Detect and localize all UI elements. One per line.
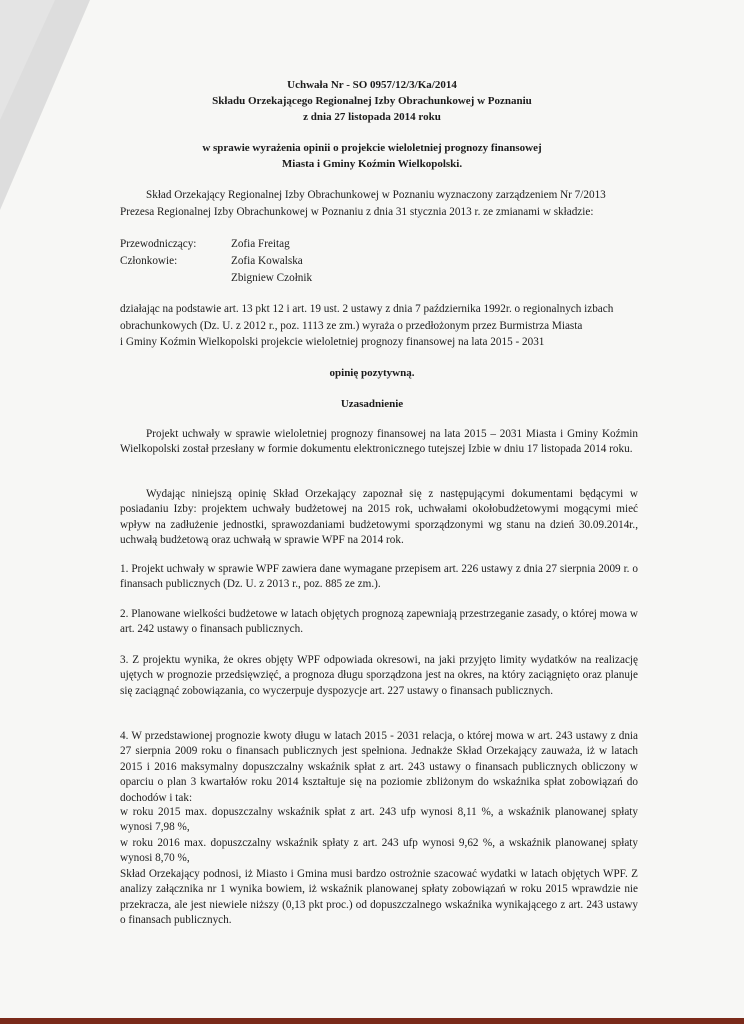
paragraph-point-1: 1. Projekt uchwały w sprawie WPF zawiera dane wymagane przepisem art. 226 ustawy z dnia 27 sierpnia 2009 r. o finansach publicznych (Dz. U. z 2013 r., poz. 885 ze zm.).	[120, 563, 638, 591]
paragraph-ratio-2016: w roku 2016 max. dopuszczalny wskaźnik spłaty z art. 243 ufp wynosi 9,62 %, a wskaźnik planowanej spłaty wynosi 8,70 %,	[120, 837, 638, 865]
paragraph-submission: Projekt uchwały w sprawie wieloletniej prognozy finansowej na lata 2015 – 2031 Miasta i Gminy Koźmin Wielkopolski został przesłany w formie dokumentu elektronicznego tutejszej Izbie w dniu 17 listopada 2014 roku.	[120, 428, 638, 456]
resolution-title: Uchwała Nr - SO 0957/12/3/Ka/2014	[287, 79, 457, 91]
intro-line-1: Skład Orzekający Regionalnej Izby Obrachunkowej w Poznaniu wyznaczony zarządzeniem Nr 7/2013	[146, 189, 606, 201]
paragraph-documents: Wydając niniejszą opinię Skład Orzekający zapoznał się z następującymi dokumentami będącymi w posiadaniu Izby: projektem uchwały budżetowej na 2015 rok, uchwałami okołobudżetowymi mogącymi mieć wpływ na zadłużenie jednostki, sprawozdaniami budżetowymi sporządzonymi wg stanu na dzień 30.09.2014r., uchwałą budżetową oraz uchwałą w sprawie WPF na 2014 rok.	[120, 488, 638, 547]
resolution-date: z dnia 27 listopada 2014 roku	[303, 111, 441, 123]
scan-bottom-edge	[0, 1018, 744, 1024]
subject-line-1: w sprawie wyrażenia opinii o projekcie wieloletniej prognozy finansowej	[202, 142, 542, 154]
subject-line-2: Miasta i Gminy Koźmin Wielkopolski.	[281, 158, 463, 170]
members-label: Członkowie:	[120, 255, 178, 267]
paragraph-point-2: 2. Planowane wielkości budżetowe w latach objętych prognozą zapewniają przestrzeganie zasady, o której mowa w art. 242 ustawy o finansach publicznych.	[120, 608, 638, 636]
justification-heading: Uzasadnienie	[340, 398, 404, 410]
paragraph-point-3: 3. Z projektu wynika, że okres objęty WPF odpowiada okresowi, na jaki przyjęto limity wydatków na realizację ujętych w prognozie przedsięwzięć, a prognoza długu sporządzona jest na okres, na który zaciągnięto oraz planuje się zaciągnąć zobowiązania, co wyczerpuje dyspozycje art. 227 ustawy o finansach publicznych.	[120, 654, 638, 697]
intro-line-2: Prezesa Regionalnej Izby Obrachunkowej w Poznaniu z dnia 31 stycznia 2013 r. ze zmianami w składzie:	[120, 206, 594, 218]
member-2-name: Zbigniew Czołnik	[231, 272, 313, 284]
chair-name: Zofia Freitag	[231, 238, 290, 250]
basis-line-2: obrachunkowych (Dz. U. z 2012 r., poz. 1113 ze zm.) wyraża o przedłożonym przez Burmistrza Miasta	[120, 320, 583, 332]
chair-label: Przewodniczący:	[120, 238, 197, 250]
issuer-line: Składu Orzekającego Regionalnej Izby Obrachunkowej w Poznaniu	[212, 95, 532, 107]
basis-line-1: działając na podstawie art. 13 pkt 12 i art. 19 ust. 2 ustawy z dnia 7 października 1992r. o regionalnych izbach	[120, 303, 614, 315]
paragraph-ratio-2015: w roku 2015 max. dopuszczalny wskaźnik spłat z art. 243 ufp wynosi 8,11 %, a wskaźnik planowanej spłaty wynosi 7,98 %,	[120, 806, 638, 834]
basis-line-3: i Gminy Koźmin Wielkopolski projekcie wieloletniej prognozy finansowej na lata 2015 - 2031	[120, 336, 545, 348]
opinion-statement: opinię pozytywną.	[329, 367, 415, 379]
member-1-name: Zofia Kowalska	[231, 255, 303, 267]
paragraph-point-4: 4. W przedstawionej prognozie kwoty długu w latach 2015 - 2031 relacja, o której mowa w art. 243 ustawy z dnia 27 sierpnia 2009 roku o finansach publicznych jest spełniona. Jednakże Skład Orzekający zauważa, iż w latach 2015 i 2016 maksymalny dopuszczalny wskaźnik spłat z art. 243 ustawy o finansach publicznych obliczony w oparciu o plan 3 kwartałów roku 2014 kształtuje się na poziomie zbliżonym do wskaźnika spłat zobowiązań do dochodów i tak:	[120, 730, 638, 804]
paragraph-conclusion: Skład Orzekający podnosi, iż Miasto i Gmina musi bardzo ostrożnie szacować wydatki w latach objętych WPF. Z analizy załącznika nr 1 wynika bowiem, iż wskaźnik planowanej spłaty zobowiązań w roku 2015 wprawdzie nie przekracza, ale jest niewiele niższy (0,13 pkt proc.) od dopuszczalnego wskaźnika wynikającego z art. 243 ustawy o finansach publicznych.	[120, 868, 638, 927]
